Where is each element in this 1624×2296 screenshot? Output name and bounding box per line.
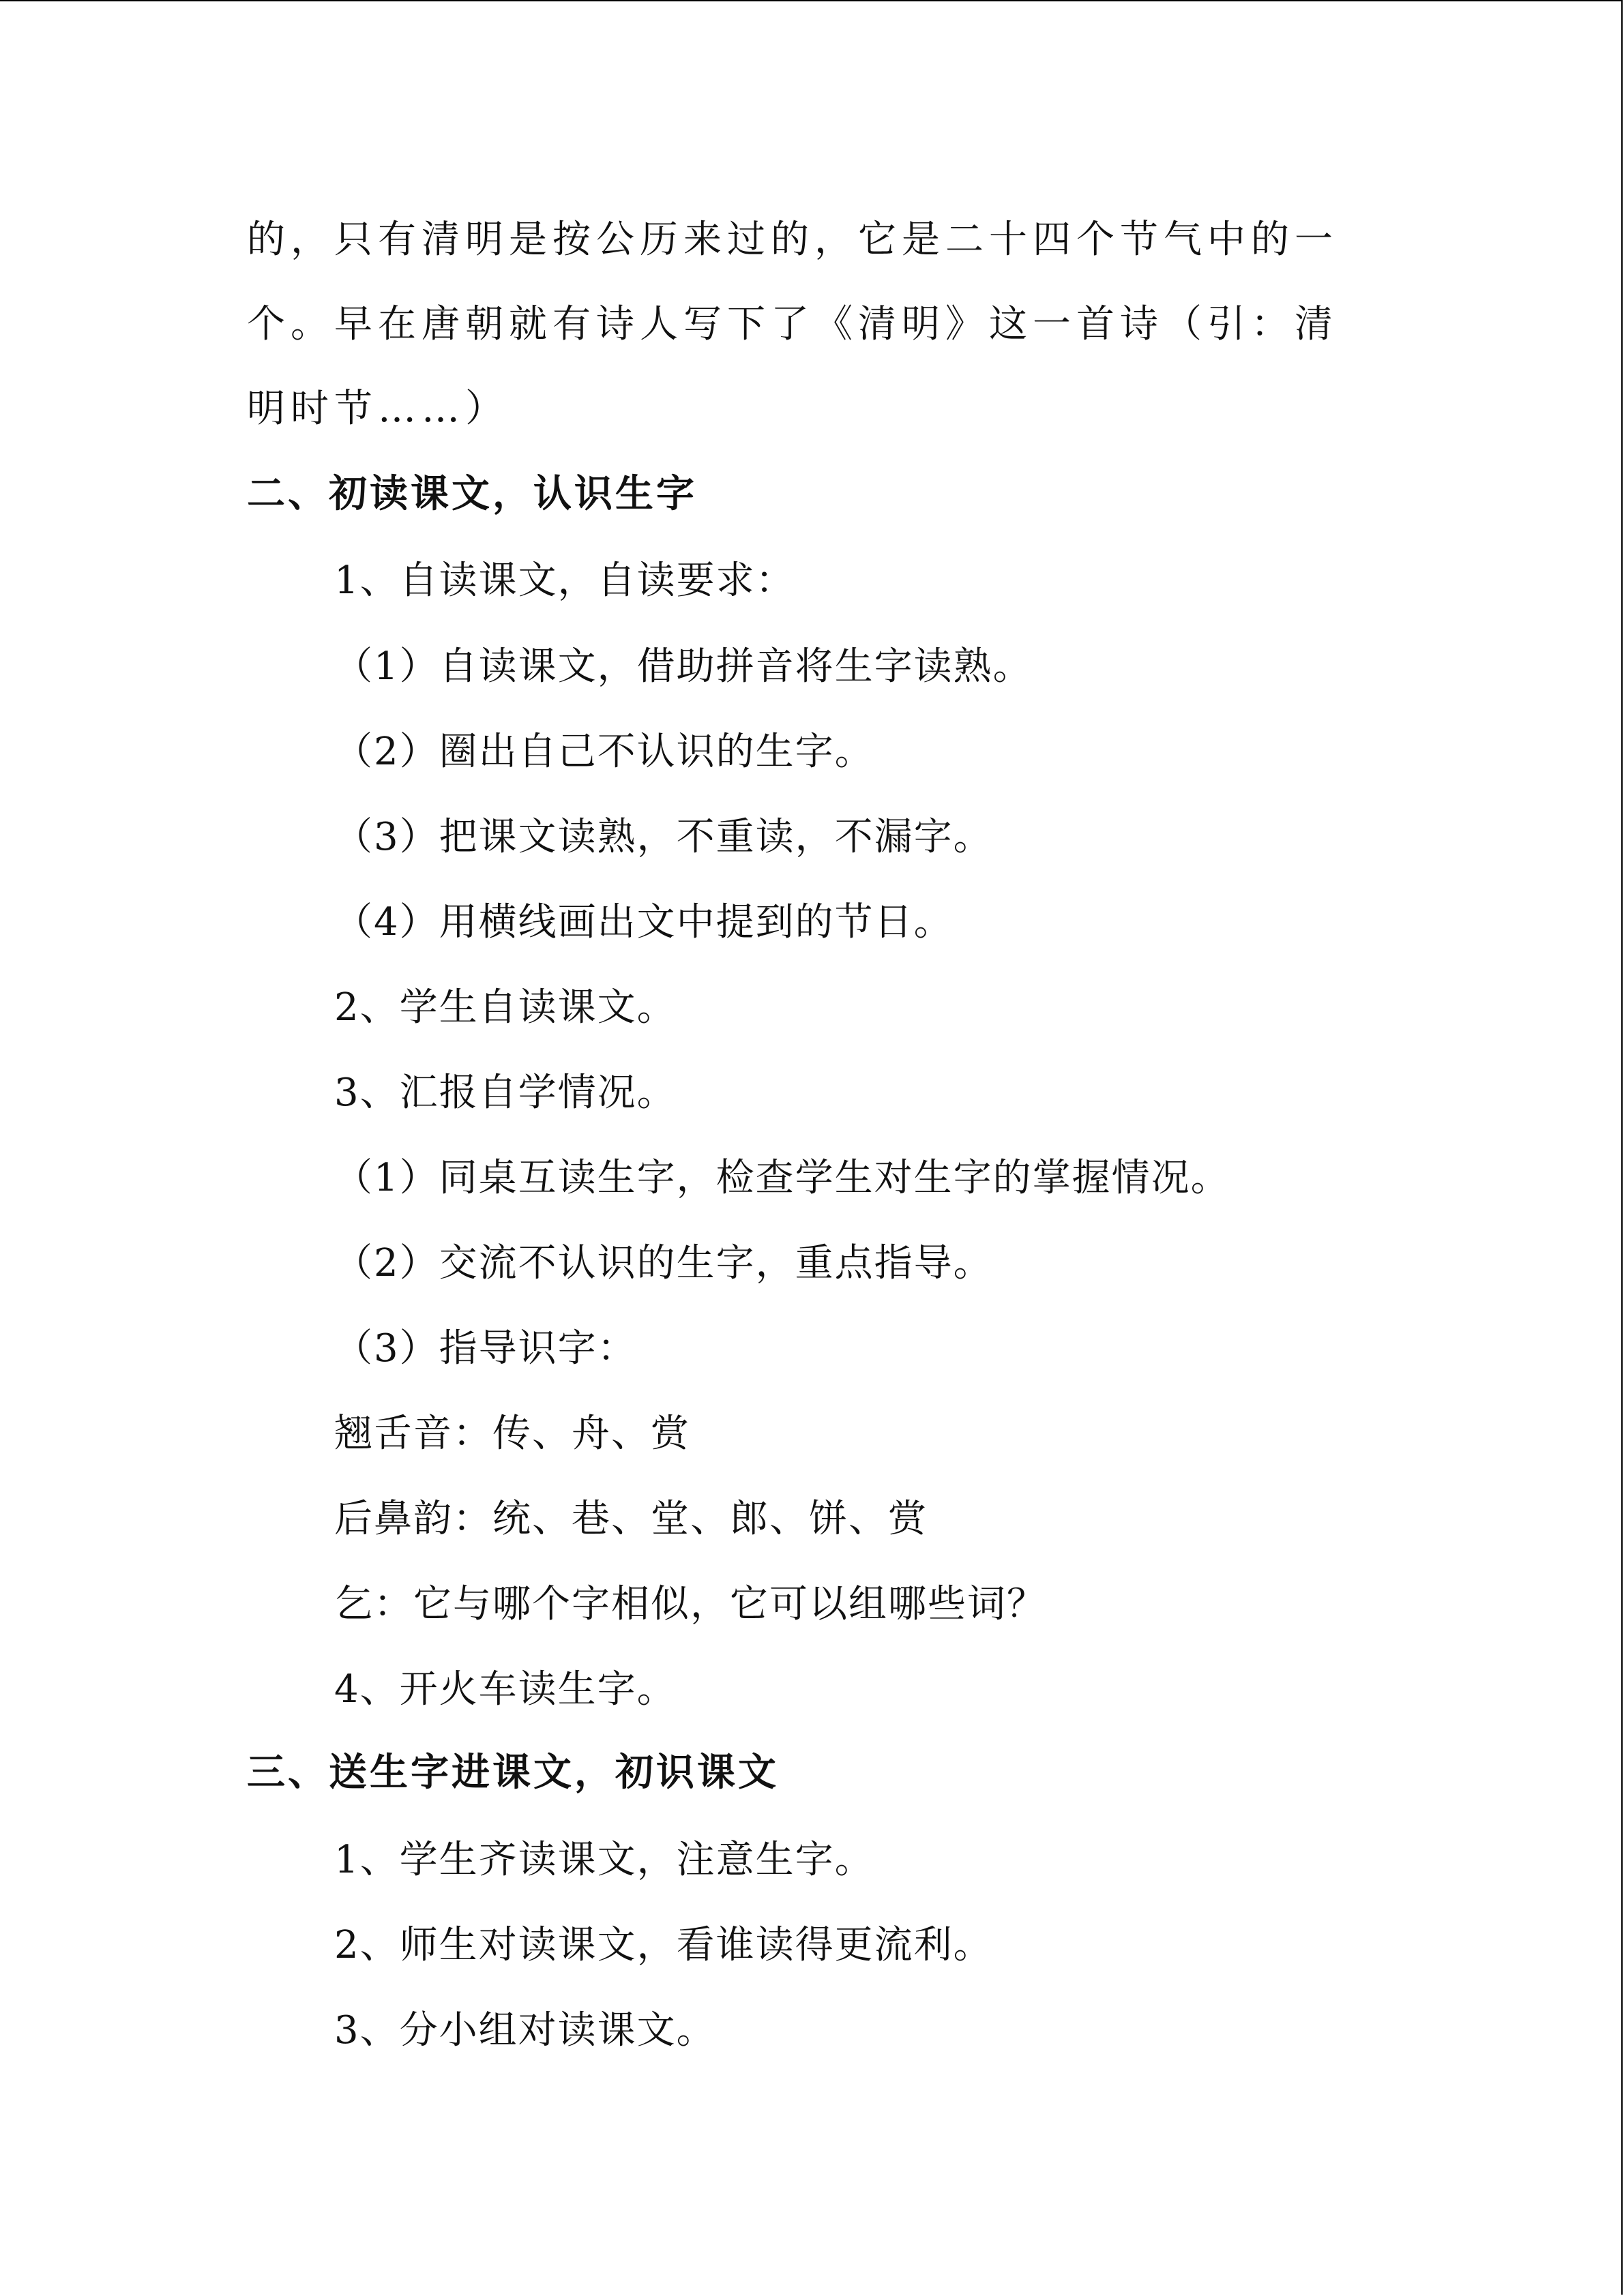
list-item: 翘舌音：传、舟、赏 bbox=[334, 1412, 690, 1456]
list-item: （2）圈出自己不认识的生字。 bbox=[334, 730, 874, 774]
intro-paragraph: 的，只有清明是按公历来过的，它是二十四个节气中的一个。早在唐朝就有诗人写下了《清明》这一首诗（引：清明时节……） bbox=[247, 218, 1338, 431]
list-item: （1）同桌互读生字，检查学生对生字的掌握情况。 bbox=[334, 1156, 1230, 1200]
list-item: （3）指导识字： bbox=[334, 1326, 637, 1371]
list-item: 1、自读课文，自读要求： bbox=[334, 558, 795, 603]
list-item: 2、学生自读课文。 bbox=[334, 985, 677, 1030]
list-item: 2、师生对读课文，看谁读得更流利。 bbox=[334, 1923, 993, 1967]
list-item: （1）自读课文，借助拼音将生字读熟。 bbox=[334, 644, 1033, 689]
list-item: 3、汇报自学情况。 bbox=[334, 1071, 677, 1115]
list-item: 1、学生齐读课文，注意生字。 bbox=[334, 1838, 874, 1882]
list-item: （2）交流不认识的生字，重点指导。 bbox=[334, 1241, 993, 1285]
list-item: 后鼻韵：统、巷、堂、郎、饼、赏 bbox=[334, 1497, 928, 1541]
list-item: 3、分小组对读课文。 bbox=[334, 2008, 716, 2053]
section-heading-2: 二、初读课文，认识生字 bbox=[247, 472, 697, 516]
list-item: （4）用横线画出文中提到的节日。 bbox=[334, 900, 954, 944]
list-item: 乞：它与哪个字相似，它可以组哪些词？ bbox=[334, 1582, 1046, 1626]
list-item: 4、开火车读生字。 bbox=[334, 1667, 677, 1712]
section-heading-3: 三、送生字进课文，初识课文 bbox=[247, 1750, 779, 1795]
list-item: （3）把课文读熟，不重读，不漏字。 bbox=[334, 815, 993, 859]
